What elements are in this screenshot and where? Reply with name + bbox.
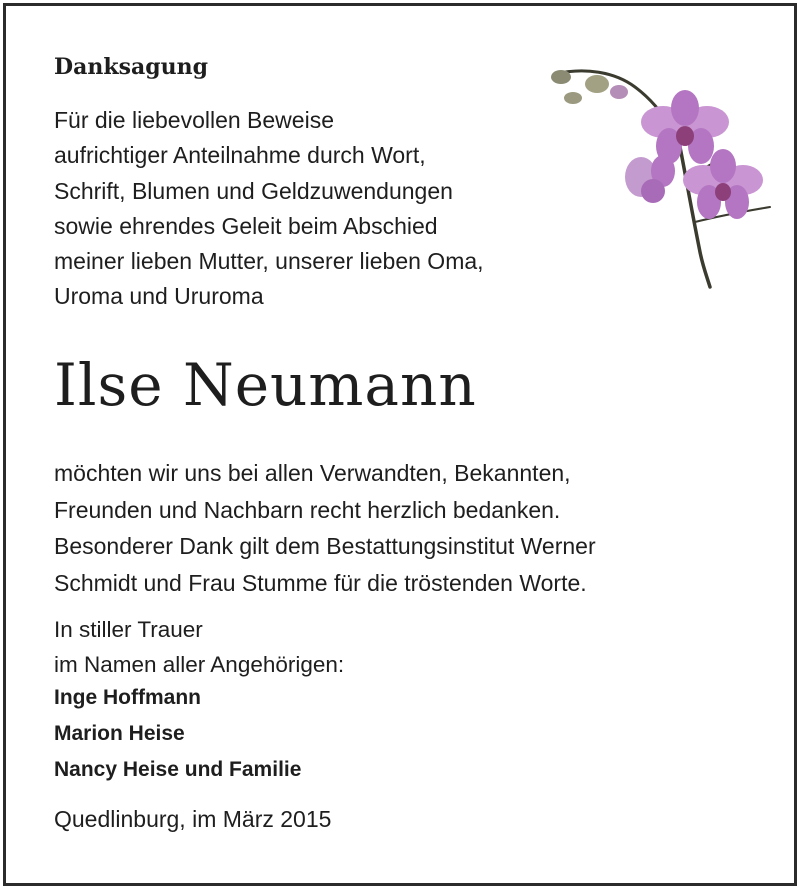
thanks-line: Besonderer Dank gilt dem Bestattungsinstitut Werner — [54, 533, 596, 559]
intro-line: Uroma und Ururoma — [54, 283, 264, 310]
signer: Nancy Heise und Familie — [54, 758, 302, 781]
thanks-line: Schmidt und Frau Stumme für die tröstenden Worte. — [54, 569, 587, 596]
intro-line: sowie ehrendes Geleit beim Abschied — [54, 212, 438, 239]
intro-line: Für die liebevollen Beweise — [54, 107, 334, 133]
signer: Marion Heise — [54, 722, 185, 745]
intro-line: Schrift, Blumen und Geldzuwendungen — [54, 177, 453, 204]
signers-list — [54, 680, 301, 788]
intro-line: meiner lieben Mutter, unserer lieben Oma, — [54, 248, 484, 275]
mourning-line: im Namen aller Angehörigen: — [54, 652, 345, 677]
heading: Danksagung — [54, 54, 208, 80]
thanks-line: möchten wir uns bei allen Verwandten, Bekannten, — [54, 460, 571, 486]
intro-paragraph — [54, 103, 484, 315]
thanks-paragraph — [54, 455, 596, 601]
deceased-name: Ilse Neumann — [54, 351, 477, 419]
mourning-block — [54, 612, 344, 682]
signer: Inge Hoffmann — [54, 686, 201, 709]
mourning-line: In stiller Trauer — [54, 617, 203, 642]
thanks-line: Freunden und Nachbarn recht herzlich bedanken. — [54, 496, 561, 523]
orchid-icon — [545, 62, 785, 292]
place-date: Quedlinburg, im März 2015 — [54, 806, 332, 832]
intro-line: aufrichtiger Anteilnahme durch Wort, — [54, 142, 426, 169]
